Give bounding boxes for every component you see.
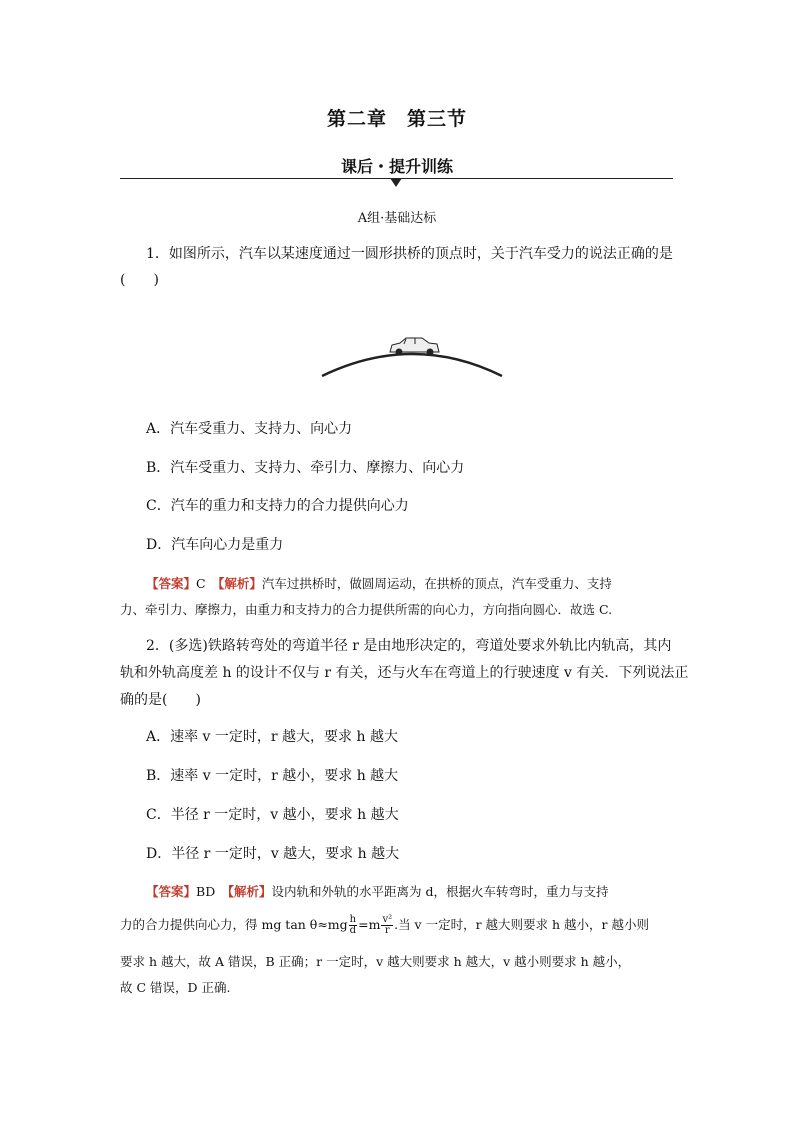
fraction-numerator: h <box>349 914 357 925</box>
q2-option-c: C．半径 r 一定时，v 越小，要求 h 越大 <box>146 807 399 823</box>
analysis-tag: 【解析】 <box>227 884 272 899</box>
q2-analysis-line2-a: 力的合力提供向心力，得 mg tan θ≈mg <box>120 917 348 932</box>
q2-analysis-line4: 故 C 错误，D 正确. <box>120 980 231 995</box>
q2-analysis-line2-b: =m <box>358 917 381 932</box>
answer-tag: 【答案】 <box>146 576 197 591</box>
fraction-v2-over-r <box>381 915 393 936</box>
q1-answer-line1 <box>146 574 706 594</box>
q2-option-a: A．速率 v 一定时，r 越大，要求 h 越大 <box>146 729 398 745</box>
q2-analysis-line2-c: .当 v 一定时，r 越大则要求 h 越小，r 越小则 <box>394 917 649 932</box>
q2-option-d: D．半径 r 一定时，v 越大，要求 h 越大 <box>146 846 400 862</box>
q2-option-b: B．速率 v 一定时，r 越小，要求 h 越大 <box>146 768 399 784</box>
q1-analysis-line1: 汽车过拱桥时，做圆周运动，在拱桥的顶点，汽车受重力、支持 <box>261 576 612 591</box>
q1-stem-line1: 1．如图所示，汽车以某速度通过一圆形拱桥的顶点时，关于汽车受力的说法正确的是 <box>146 246 673 262</box>
q1-answer: C <box>196 576 206 591</box>
q2-answer-line1 <box>146 882 706 902</box>
q2-stem-line1: 2．(多选)铁路转弯处的弯道半径 r 是由地形决定的，弯道处要求外轨比内轨高，其内 <box>146 638 672 654</box>
q1-analysis-line2: 力、牵引力、摩擦力，由重力和支持力的合力提供所需的向心力，方向指向圆心．故选 C. <box>120 602 613 617</box>
analysis-tag: 【解析】 <box>218 576 262 591</box>
down-triangle-icon <box>390 178 402 187</box>
q2-stem-line3: 确的是( ) <box>120 692 201 708</box>
fraction-numerator: v² <box>382 914 393 925</box>
q2-stem-line2: 轨和外轨高度差 h 的设计不仅与 r 有关，还与火车在弯道上的行驶速度 v 有关．下列说法正 <box>120 665 689 681</box>
arch-bridge-car-figure <box>318 330 508 380</box>
q2-analysis-line3: 要求 h 越大，故 A 错误，B 正确；r 一定时，v 越大则要求 h 越大，v 越小则要求 h 越小， <box>120 954 631 969</box>
chapter-title: 第二章 第三节 <box>326 108 467 130</box>
fraction-denominator: r <box>384 925 390 936</box>
answer-tag: 【答案】 <box>146 884 197 899</box>
q1-option-a: A．汽车受重力、支持力、向心力 <box>146 421 353 437</box>
q2-analysis-line1: 设内轨和外轨的水平距离为 d，根据火车转弯时，重力与支持 <box>271 884 609 899</box>
group-heading: A组·基础达标 <box>357 211 437 226</box>
fraction-denominator: d <box>349 925 357 936</box>
car-icon <box>390 338 439 355</box>
fraction-h-over-d <box>349 915 357 936</box>
section-subtitle: 课后・提升训练 <box>340 157 453 176</box>
q2-analysis-line2 <box>120 910 680 940</box>
q2-answer: BD <box>196 884 216 899</box>
q1-stem-line2: ( ) <box>120 272 159 288</box>
q1-option-d: D．汽车向心力是重力 <box>146 537 284 553</box>
q1-option-c: C．汽车的重力和支持力的合力提供向心力 <box>146 498 409 514</box>
arch-bridge-icon <box>322 354 502 376</box>
q1-option-b: B．汽车受重力、支持力、牵引力、摩擦力、向心力 <box>146 460 465 476</box>
